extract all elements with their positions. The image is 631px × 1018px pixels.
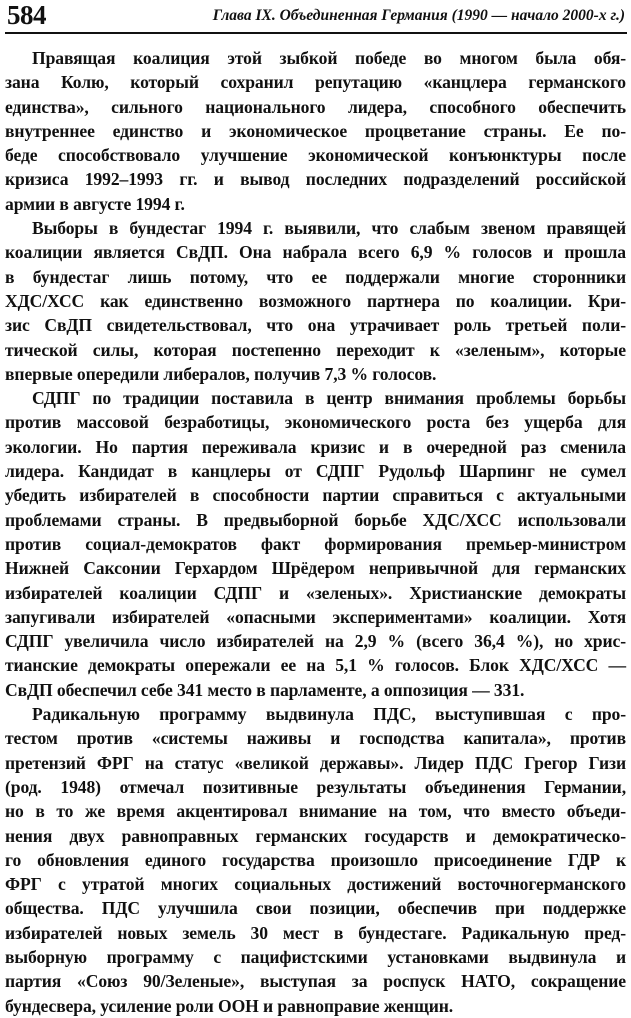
text-line: но в то же время акцентировал внимание на том, что вместо объеди- bbox=[5, 801, 626, 822]
text-line: беде способствовало улучшение экономической конъюнктуры после bbox=[5, 145, 626, 166]
text-line: зана Колю, который сохранил репутацию «канцлера германского bbox=[5, 72, 626, 93]
running-header bbox=[5, 0, 627, 34]
text-line: избирателей коалиции СДПГ и «зеленых». Христианские демократы bbox=[5, 582, 626, 603]
text-line: кризиса 1992–1993 гг. и вывод последних подразделений российской bbox=[5, 169, 626, 190]
text-line: убедить избирателей в способности партии справиться с актуальными bbox=[5, 485, 626, 506]
text-line: Нижней Саксонии Герхардом Шрёдером непривычной для германских bbox=[5, 558, 626, 579]
text-line: экологии. Но партия переживала кризис и в очередной раз сменила bbox=[5, 436, 626, 457]
text-line: тианские демократы опережали ее на 5,1 % голосов. Блок ХДС/ХСС — bbox=[5, 655, 626, 676]
text-line: претензий ФРГ на статус «великой державы». Лидер ПДС Грегор Гизи bbox=[5, 752, 626, 773]
text-line: зис СвДП свидетельствовал, что она утрачивает роль третьей поли- bbox=[5, 315, 626, 336]
text-line: единства», сильного национального лидера, способного обеспечить bbox=[5, 96, 626, 117]
text-line: го обновления единого государства произошло присоединение ГДР к bbox=[5, 849, 626, 870]
text-line: СвДП обеспечил себе 341 место в парламенте, а оппозиция — 331. bbox=[5, 679, 525, 700]
text-line: ХДС/ХСС как единственно возможного партнера по коалиции. Кри- bbox=[5, 290, 626, 311]
text-line: тестом против «системы наживы и господства капитала», против bbox=[5, 728, 626, 749]
text-line: нения двух равноправных германских государств и демократическо- bbox=[5, 825, 626, 846]
paragraph bbox=[5, 386, 626, 702]
text-line: СДПГ по традиции поставила в центр внимания проблемы борьбы bbox=[32, 388, 626, 409]
text-line: (род. 1948) отмечал позитивные результаты объединения Германии, bbox=[5, 776, 626, 797]
body-text bbox=[5, 46, 626, 1018]
text-line: партия «Союз 90/Зеленые», выступая за роспуск НАТО, сокращение bbox=[5, 971, 626, 992]
text-line: армии в августе 1994 г. bbox=[5, 193, 185, 214]
chapter-title: Глава IX. Объединенная Германия (1990 — начало 2000-х г.) bbox=[212, 7, 625, 24]
text-line: против массовой безработицы, экономического роста без ущерба для bbox=[5, 412, 626, 433]
text-line: избирателей новых земель 30 мест в бундестаге. Радикальную пред- bbox=[5, 922, 626, 943]
text-line: коалиции является СвДП. Она набрала всего 6,9 % голосов и прошла bbox=[5, 242, 626, 263]
text-line: тической силы, которая постепенно переходит к «зеленым», которые bbox=[5, 339, 626, 360]
text-line: проблемами страны. В предвыборной борьбе ХДС/ХСС использовали bbox=[5, 509, 626, 530]
text-line: Радикальную программу выдвинула ПДС, выступившая с про- bbox=[32, 704, 626, 725]
text-line: против социал-демократов факт формирования премьер-министром bbox=[5, 533, 626, 554]
text-line: выборную программу с пацифистскими установками выдвинула и bbox=[5, 946, 626, 967]
text-line: Правящая коалиция этой зыбкой победе во многом была обя- bbox=[32, 48, 626, 68]
paragraph bbox=[5, 702, 626, 1018]
text-line: в бундестаг лишь потому, что ее поддержали многие сторонники bbox=[5, 266, 626, 287]
text-line: СДПГ увеличила число избирателей на 2,9 % (всего 36,4 %), но хрис- bbox=[5, 631, 626, 652]
text-line: Выборы в бундестаг 1994 г. выявили, что слабым звеном правящей bbox=[32, 218, 626, 239]
text-line: ФРГ с утратой многих социальных достижений восточногерманского bbox=[5, 874, 626, 895]
text-line: внутреннее единство и экономическое процветание страны. Ее по- bbox=[5, 120, 626, 141]
text-line: бундесвера, усиление роли ООН и равноправие женщин. bbox=[5, 995, 454, 1016]
text-line: запугивали избирателей «опасными экспериментами» коалиции. Хотя bbox=[5, 606, 626, 627]
paragraph bbox=[5, 216, 626, 386]
text-line: лидера. Кандидат в канцлеры от СДПГ Рудольф Шарпинг не сумел bbox=[5, 461, 626, 482]
text-line: общества. ПДС улучшила свои позиции, обеспечив при поддержке bbox=[5, 898, 626, 919]
text-line: впервые опередили либералов, получив 7,3 % голосов. bbox=[5, 363, 437, 384]
page-number: 584 bbox=[7, 0, 46, 30]
paragraph bbox=[5, 46, 626, 216]
